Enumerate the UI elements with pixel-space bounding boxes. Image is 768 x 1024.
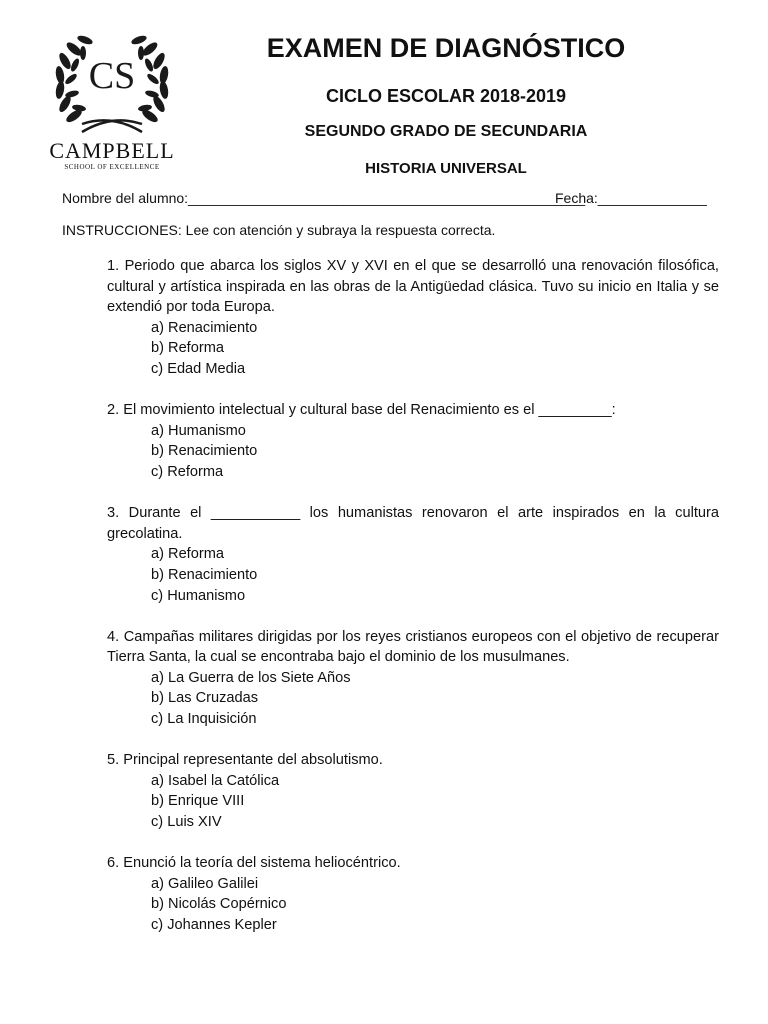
- question-text: 2. El movimiento intelectual y cultural base del Renacimiento es el _________:: [107, 402, 616, 419]
- answer-option[interactable]: a) Renacimiento: [151, 319, 258, 336]
- laurel-wreath-icon: [46, 28, 178, 138]
- answer-option[interactable]: c) Luis XIV: [151, 814, 222, 831]
- question-1: [107, 256, 719, 380]
- answer-option[interactable]: b) Enrique VIII: [151, 793, 245, 810]
- question-6: [107, 853, 719, 935]
- instructions: INSTRUCCIONES: Lee con atención y subraya la respuesta correcta.: [62, 222, 496, 238]
- question-text: 1. Periodo que abarca los siglos XV y XVI en el que se desarrolló una renovación filosófica, cultural y artística inspirada en las obras de la Antigüedad clásica. Tuvo su inicio en Italia y se extendió por toda Europa.: [107, 258, 719, 316]
- question-3: [107, 503, 719, 606]
- question-4: [107, 627, 719, 730]
- school-tagline: SCHOOL OF EXCELLENCE: [64, 163, 160, 171]
- answer-option[interactable]: a) La Guerra de los Siete Años: [151, 669, 351, 686]
- monogram-c: CS: [88, 55, 136, 97]
- answer-option[interactable]: b) Las Cruzadas: [151, 690, 259, 707]
- answer-option[interactable]: a) Reforma: [151, 546, 224, 563]
- answer-option[interactable]: a) Galileo Galilei: [151, 875, 259, 892]
- exam-title: EXAMEN DE DIAGNÓSTICO: [266, 33, 626, 63]
- date-field[interactable]: Fecha:______________: [555, 190, 707, 206]
- answer-option[interactable]: c) Johannes Kepler: [151, 917, 277, 933]
- school-cycle: CICLO ESCOLAR 2018-2019: [325, 86, 567, 106]
- subject-name: HISTORIA UNIVERSAL: [365, 160, 527, 177]
- answer-option[interactable]: c) Edad Media: [151, 360, 246, 377]
- question-text: 5. Principal representante del absolutismo.: [107, 752, 383, 769]
- student-name-field[interactable]: Nombre del alumno:___________________________________________________: [62, 190, 586, 206]
- answer-option[interactable]: a) Humanismo: [151, 422, 246, 439]
- question-2: [107, 400, 719, 482]
- question-text: 6. Enunció la teoría del sistema heliocéntrico.: [107, 855, 401, 872]
- answer-option[interactable]: c) Reforma: [151, 463, 224, 480]
- question-list: [107, 256, 719, 956]
- answer-option[interactable]: c) La Inquisición: [151, 711, 257, 728]
- grade-level: SEGUNDO GRADO DE SECUNDARIA: [304, 123, 588, 140]
- answer-option[interactable]: b) Reforma: [151, 340, 224, 357]
- school-logo: [46, 28, 178, 178]
- answer-option[interactable]: b) Renacimiento: [151, 566, 258, 583]
- answer-option[interactable]: a) Isabel la Católica: [151, 772, 280, 789]
- answer-option[interactable]: b) Renacimiento: [151, 443, 258, 460]
- question-5: [107, 750, 719, 832]
- student-info-row: [62, 190, 718, 206]
- answer-option[interactable]: c) Humanismo: [151, 587, 246, 604]
- question-text: 3. Durante el ___________ los humanistas renovaron el arte inspirados en la cultura grecolatina.: [107, 505, 719, 542]
- school-name: CAMPBELL: [49, 138, 175, 163]
- answer-option[interactable]: b) Nicolás Copérnico: [151, 896, 287, 913]
- question-text: 4. Campañas militares dirigidas por los reyes cristianos europeos con el objetivo de recuperar Tierra Santa, la cual se encontraba bajo el dominio de los musulmanes.: [107, 628, 719, 666]
